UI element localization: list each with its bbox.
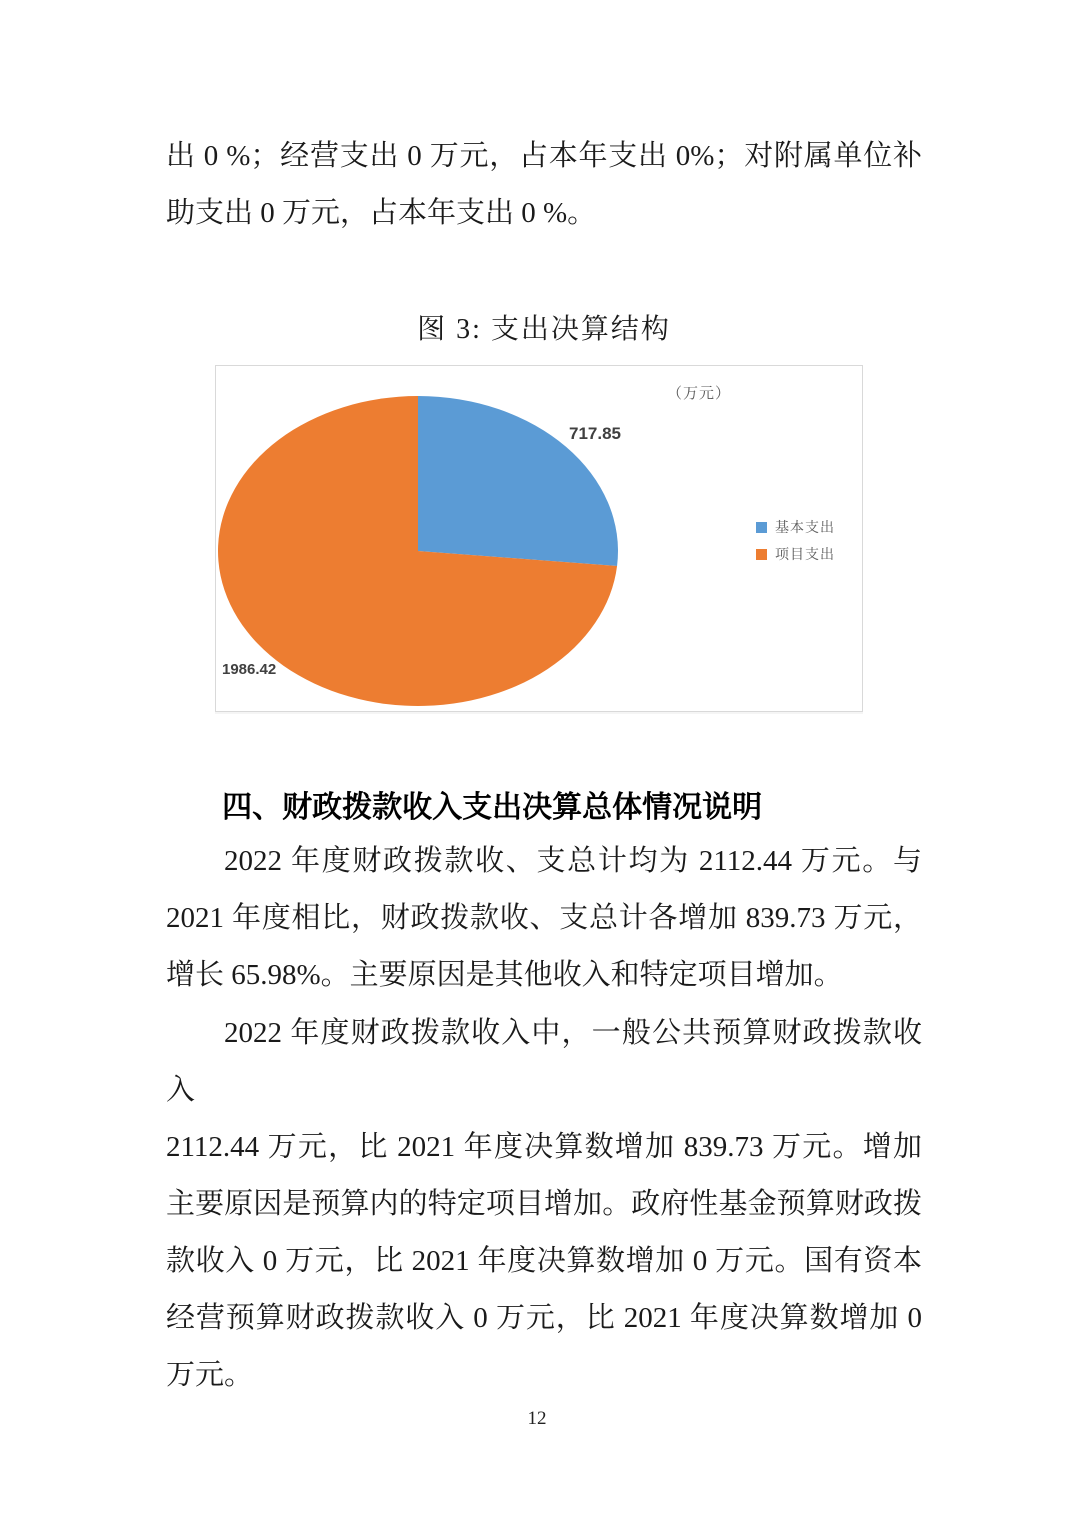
data-label-basic-expenditure: 717.85 bbox=[569, 424, 621, 443]
legend-label: 项目支出 bbox=[775, 546, 835, 562]
legend-swatch-orange-icon bbox=[756, 549, 767, 560]
p2-line-5: 经营预算财政拨款收入 0 万元，比 2021 年度决算数增加 0 bbox=[166, 1302, 922, 1334]
data-label-project-expenditure: 1986.42 bbox=[222, 661, 277, 678]
p2-line-3: 主要原因是预算内的特定项目增加。政府性基金预算财政拨 bbox=[166, 1188, 922, 1220]
paragraph-2 bbox=[166, 1005, 922, 1404]
figure-caption: 图 3: 支出决算结构 bbox=[417, 314, 671, 345]
p2-line-6: 万元。 bbox=[166, 1359, 254, 1391]
legend-item-project-expenditure bbox=[756, 544, 835, 564]
p2-line-4: 款收入 0 万元，比 2021 年度决算数增加 0 万元。国有资本 bbox=[166, 1245, 922, 1277]
intro-paragraph bbox=[166, 128, 922, 242]
pie-slice-basic-expenditure bbox=[418, 396, 618, 566]
p1-line-1: 2022 年度财政拨款收、支总计均为 2112.44 万元。与 bbox=[224, 845, 922, 877]
legend-item-basic-expenditure bbox=[756, 517, 835, 537]
p2-line-2: 2112.44 万元，比 2021 年度决算数增加 839.73 万元。增加 bbox=[166, 1131, 922, 1163]
p1-line-2: 2021 年度相比，财政拨款收、支总计各增加 839.73 万元， bbox=[166, 902, 922, 934]
legend-swatch-blue-icon bbox=[756, 522, 767, 533]
section-heading: 四、财政拨款收入支出决算总体情况说明 bbox=[222, 791, 763, 824]
legend-label: 基本支出 bbox=[775, 519, 835, 535]
intro-line-2: 助支出 0 万元，占本年支出 0 %。 bbox=[166, 197, 597, 229]
chart-unit-label: （万元） bbox=[667, 385, 732, 402]
page-number: 12 bbox=[527, 1408, 547, 1429]
chart-legend bbox=[756, 517, 835, 564]
p2-line-1: 2022 年度财政拨款收入中，一般公共预算财政拨款收入 bbox=[166, 1017, 922, 1106]
p1-line-3: 增长 65.98%。主要原因是其他收入和特定项目增加。 bbox=[166, 959, 843, 991]
intro-line-1: 出 0 %；经营支出 0 万元，占本年支出 0%；对附属单位补 bbox=[166, 140, 922, 172]
paragraph-1 bbox=[166, 833, 922, 1004]
pie-chart bbox=[215, 365, 863, 712]
